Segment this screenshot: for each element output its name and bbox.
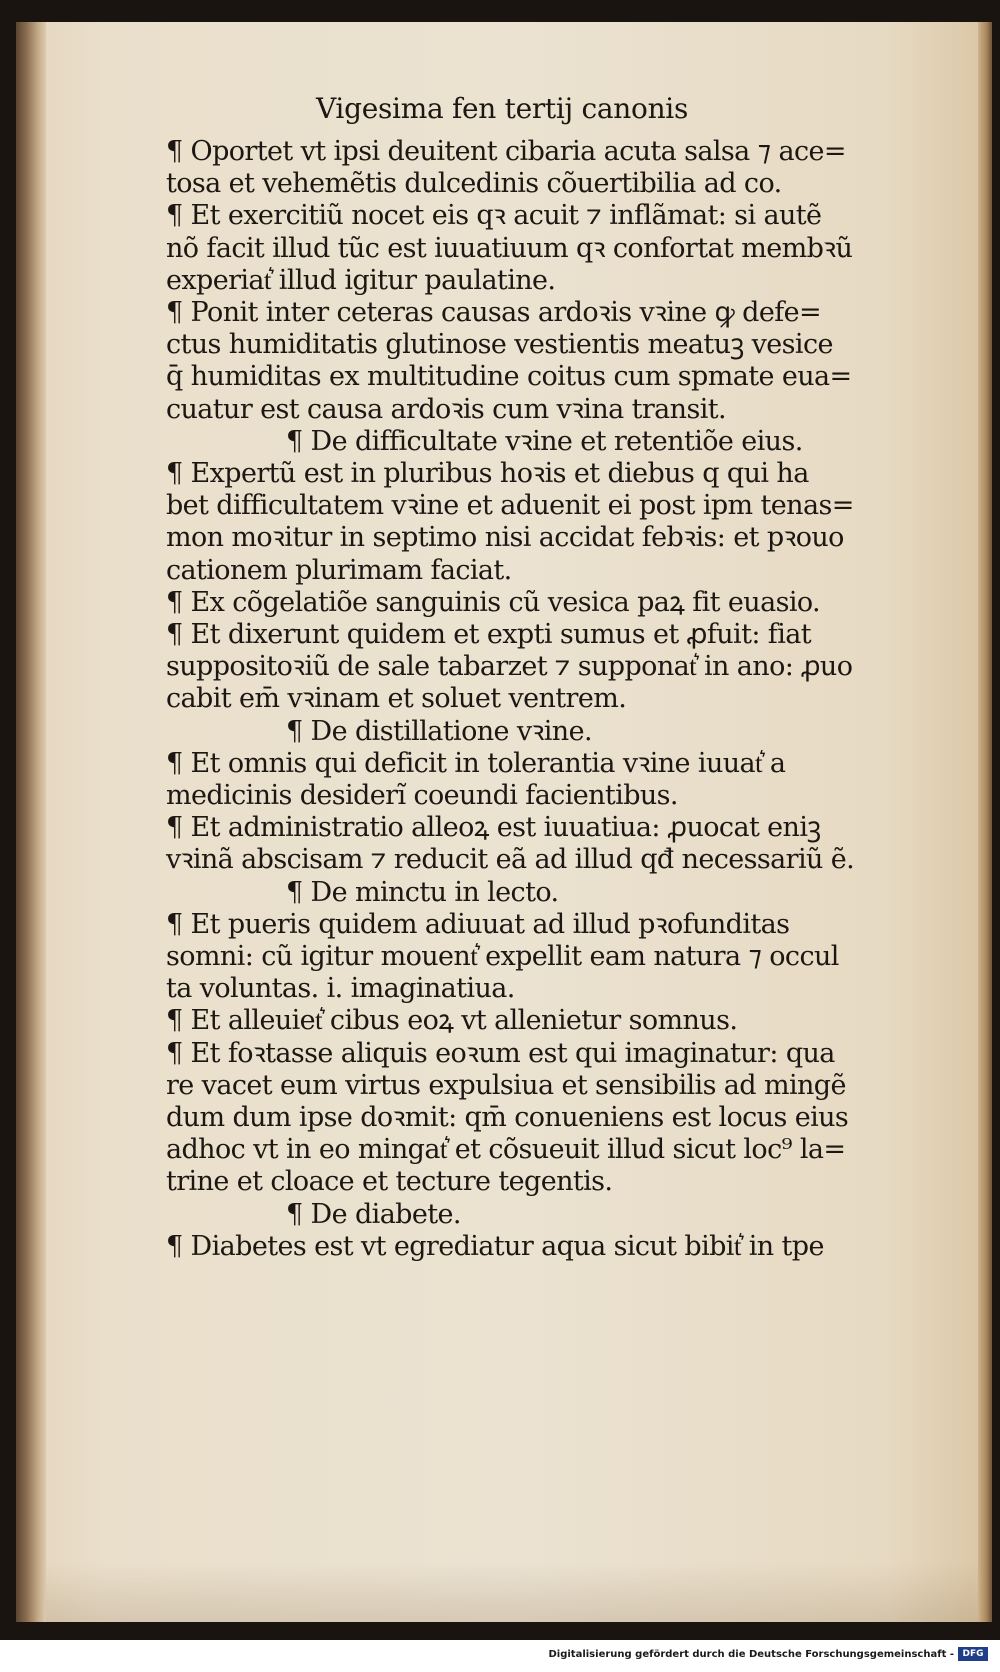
scan-frame-bottom [0,1622,1000,1640]
text-line: suppositoꝛiũ de sale tabarzet ⁊ supponat͛ in ano: ꝓuo [166,651,853,683]
text-line: ¶ Et omnis qui deficit in tolerantia vꝛine iuuat͛ a [166,747,786,779]
text-line: ¶ Oportet vt ipsi deuitent cibaria acuta salsa ⁊ ace= [166,136,846,167]
text-line: bet difficultatem vꝛine et aduenit ei post ipm tenas= [166,490,854,522]
section-heading: ¶ De diabete. [286,1198,461,1230]
text-line: ¶ Et dixerunt quidem et expti sumus et ꝓfuit: fiat [166,619,811,650]
text-line: ¶ Et alleuiet͛ cibus eoꝝ vt allenietur somnus. [166,1005,738,1037]
scan-frame-left [0,0,16,1640]
text-line: nõ facit illud tũc est iuuatiuum qꝛ confortat membꝛũ [166,232,853,264]
text-line: ta voluntas. i. imaginatiua. [166,973,515,1005]
text-line: trine et cloace et tecture tegentis. [166,1166,613,1198]
running-head: Vigesima fen tertij canonis [316,92,689,125]
text-line: cationem plurimam faciat. [166,554,512,586]
text-line: ¶ Et exercitiũ nocet eis qꝛ acuit ⁊ inflãmat: si autẽ [166,200,822,232]
book-binding [16,22,46,1622]
text-line: ¶ Ex cõgelatiõe sanguinis cũ vesica paꝝ fit euasio. [166,586,821,618]
dfg-logo: DFG [958,1647,988,1661]
text-line: mon moꝛitur in septimo nisi accidat febꝛis: et pꝛouo [166,522,844,554]
text-line: ¶ Et pueris quidem adiuuat ad illud pꝛofunditas [166,908,790,940]
page-edge [978,22,992,1622]
section-heading: ¶ De difficultate vꝛine et retentiõe eius. [286,425,803,457]
scan-frame-right [992,0,1000,1640]
text-line: re vacet eum virtus expulsiua et sensibilis ad mingẽ [166,1069,846,1101]
text-line: dum dum ipse doꝛmit: qm̄ conueniens est locus eius [166,1102,849,1133]
text-line: cabit em̄ vꝛinam et soluet ventrem. [166,683,627,715]
text-line: ¶ Diabetes est vt egrediatur aqua sicut bibit͛ in tpe [166,1230,824,1262]
text-line: adhoc vt in eo mingat͛ et cõsueuit illud sicut loc⁹ la= [166,1134,846,1166]
section-heading: ¶ De minctu in lecto. [286,876,559,908]
text-line: experiat͛ illud igitur paulatine. [166,264,556,296]
text-line: ctus humiditatis glutinose vestientis meatuꝫ vesice [166,329,833,361]
text-line: ¶ Et foꝛtasse aliquis eoꝛum est qui imaginatur: qua [166,1037,835,1069]
text-line: q̄ humiditas ex multitudine coitus cum spmate eua= [166,361,852,393]
text-line: medicinis desiderĩ coeundi facientibus. [166,780,678,811]
text-line: ¶ Expertũ est in pluribus hoꝛis et diebus q qui ha [166,458,809,489]
footer-credit: Digitalisierung gefördert durch die Deutsche Forschungsgemeinschaft - [548,1649,954,1660]
text-line: vꝛinã abscisam ⁊ reducit eã ad illud qđ necessariũ ẽ. [166,844,855,876]
text-line: ¶ Et administratio alleoꝝ est iuuatiua: ꝓuocat eniꝫ [166,812,821,844]
scan-frame-top [0,0,1000,22]
section-heading: ¶ De distillatione vꝛine. [286,715,592,747]
text-line: ¶ Ponit inter ceteras causas ardoꝛis vꝛine ꝙ defe= [166,297,822,328]
text-line: cuatur est causa ardoꝛis cum vꝛina transit. [166,393,726,425]
text-line: somni: cũ igitur mouent͛ expellit eam natura ⁊ occul [166,941,839,972]
text-line: tosa et vehemẽtis dulcedinis cõuertibilia ad co. [166,168,782,200]
